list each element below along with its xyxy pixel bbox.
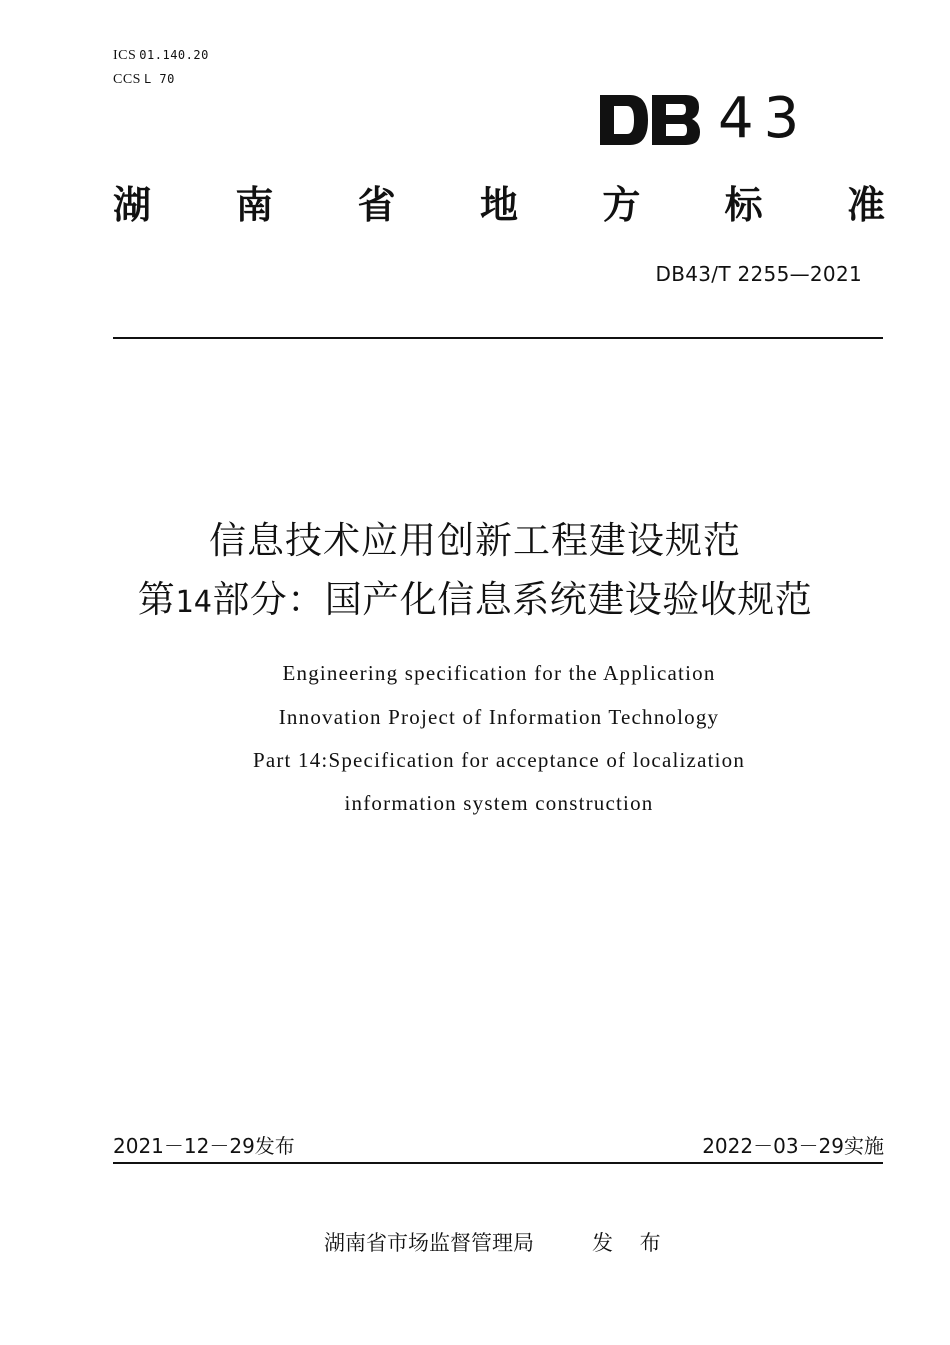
standard-number: DB43/T 2255—2021 bbox=[655, 262, 862, 286]
implementation-date-value: 2022－03－29 bbox=[702, 1134, 844, 1158]
db-standard-logo bbox=[600, 95, 700, 145]
ccs-code bbox=[113, 69, 175, 90]
standard-type-char: 省 bbox=[357, 183, 396, 227]
ccs-label: CCS bbox=[113, 72, 141, 87]
standard-type-char: 南 bbox=[235, 183, 274, 227]
chinese-title-line-2 bbox=[0, 576, 950, 627]
publisher-action: 发 布 bbox=[592, 1231, 671, 1255]
part-title: 部分：国产化信息系统建设验收规范 bbox=[212, 578, 813, 621]
part-number: 14 bbox=[175, 585, 213, 620]
region-code: 43 bbox=[718, 86, 810, 151]
english-title-line-2: Innovation Project of Information Technology bbox=[278, 705, 720, 729]
ccs-value: L 70 bbox=[143, 72, 175, 86]
top-divider bbox=[113, 337, 883, 339]
standard-type-char: 地 bbox=[479, 183, 518, 227]
standard-type-char: 准 bbox=[846, 183, 885, 227]
english-title-line-4: information system construction bbox=[344, 791, 654, 815]
publisher-name: 湖南省市场监督管理局 bbox=[324, 1231, 534, 1255]
standard-type-title bbox=[113, 180, 885, 230]
standard-type-char: 湖 bbox=[113, 183, 152, 227]
issue-date-value: 2021－12－29 bbox=[113, 1134, 255, 1158]
bottom-divider bbox=[113, 1162, 883, 1164]
standard-type-char: 方 bbox=[602, 183, 641, 227]
english-title-line-1: Engineering specification for the Application bbox=[282, 661, 716, 685]
ics-value: 01.140.20 bbox=[139, 48, 209, 62]
ics-label: ICS bbox=[113, 48, 137, 63]
english-title-line-3: Part 14:Specification for acceptance of localization bbox=[252, 748, 746, 772]
implementation-date bbox=[702, 1133, 884, 1159]
chinese-title-line-1: 信息技术应用创新工程建设规范 bbox=[209, 519, 741, 562]
issue-date bbox=[113, 1133, 295, 1159]
standard-type-char: 标 bbox=[724, 183, 763, 227]
part-prefix: 第 bbox=[137, 578, 176, 621]
ics-code bbox=[113, 45, 209, 66]
issue-date-label: 发布 bbox=[254, 1134, 295, 1158]
implementation-date-label: 实施 bbox=[844, 1134, 884, 1158]
